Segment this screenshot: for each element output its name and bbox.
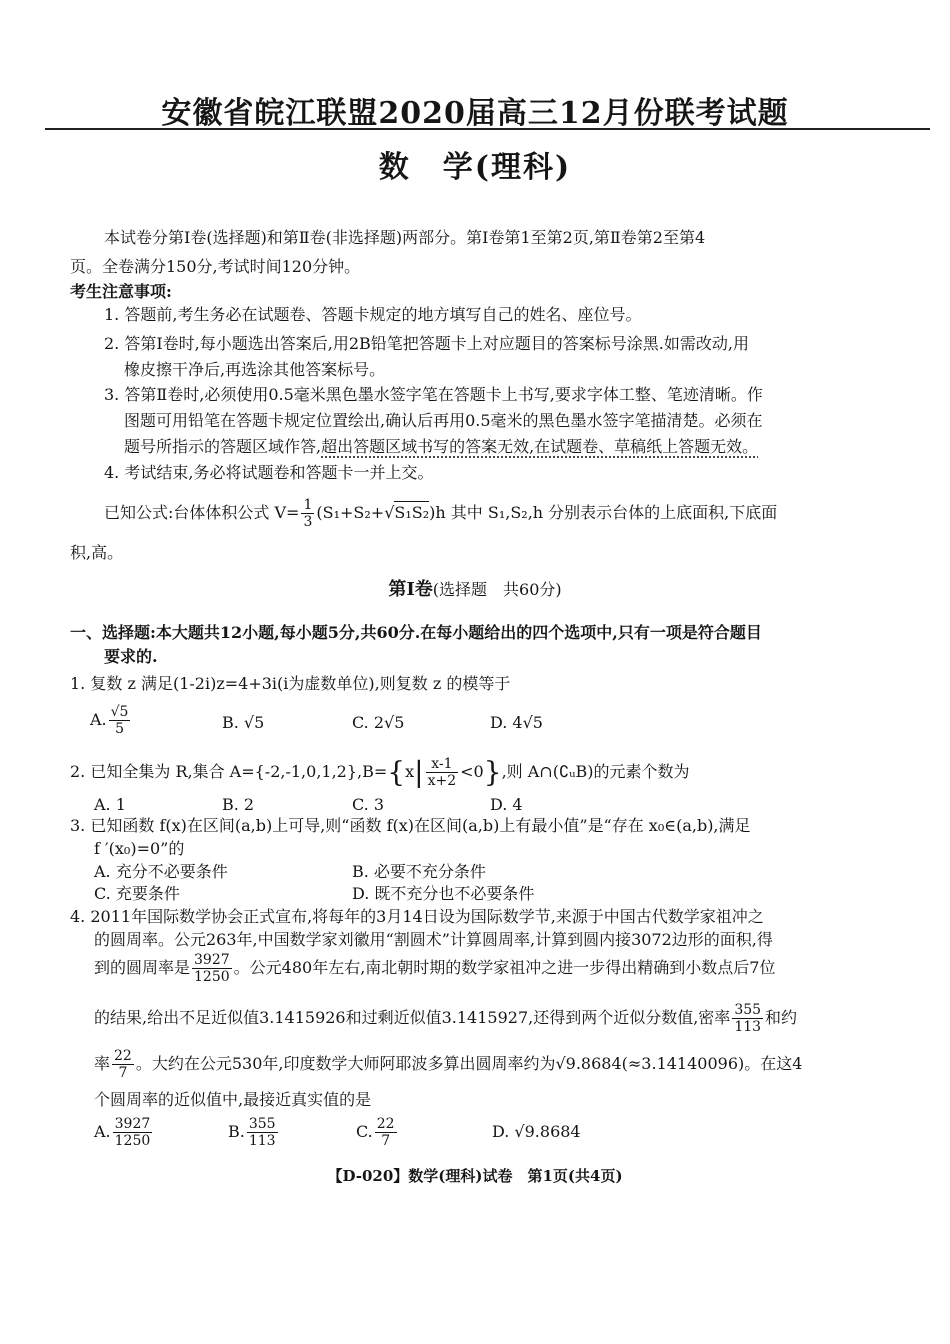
q4-option-b — [228, 1114, 280, 1150]
q4-b-label: B. — [228, 1122, 245, 1141]
formula-fraction — [301, 497, 314, 530]
q1-a-num: √5 — [110, 704, 129, 720]
q1-option-d: D. 4√5 — [490, 713, 543, 732]
q3-option-d: D. 既不充分也不必要条件 — [352, 884, 535, 903]
q4-l5-pre: 率 — [94, 1054, 111, 1073]
q4-option-d: D. √9.8684 — [492, 1122, 581, 1141]
q4-l5-den: 7 — [118, 1065, 128, 1081]
q2-set-num: x-1 — [426, 756, 459, 773]
title-rule — [45, 128, 930, 130]
section-heading — [0, 578, 950, 602]
formula-sqrt: S₁S₂ — [394, 503, 430, 522]
q4-l3-pre: 到的圆周率是 — [94, 958, 191, 977]
formula-post: )h 其中 S₁,S₂,h 分别表示台体的上底面积,下底面 — [429, 503, 778, 522]
q1-stem: 1. 复数 z 满足(1-2i)z=4+3i(i为虚数单位),则复数 z 的模等于 — [70, 674, 511, 693]
q2-set-var: x — [405, 762, 415, 781]
q1-a-fraction — [109, 704, 131, 737]
q2-stem-pre: 2. 已知全集为 R,集合 A={-2,-1,0,1,2},B= — [70, 762, 388, 781]
q4-a-num: 3927 — [114, 1116, 151, 1132]
q4-b-num: 355 — [248, 1116, 276, 1132]
q2-stem-post: ,则 A∩(∁ᵤB)的元素个数为 — [501, 762, 690, 781]
q4-c-den: 7 — [381, 1133, 391, 1149]
part1-heading-b: 要求的. — [104, 647, 158, 666]
q4-a-label: A. — [94, 1122, 111, 1141]
notice-item-2b: 橡皮擦干净后,再选涂其他答案标号。 — [124, 360, 386, 379]
q4-l4-num: 355 — [734, 1002, 762, 1018]
left-brace-icon: { — [387, 755, 406, 789]
q4-option-a — [94, 1114, 154, 1150]
q4-l4-pre: 的结果,给出不足近似值3.1415926和过剩近似值3.1415927,还得到两个近似分数值,密率 — [94, 1008, 731, 1027]
intro-line-2: 页。全卷满分150分,考试时间120分钟。 — [70, 257, 361, 276]
q4-line-3 — [94, 950, 775, 986]
q4-l3-den: 1250 — [194, 969, 230, 985]
q4-c-num: 22 — [376, 1116, 395, 1132]
part1-heading-a: 一、选择题:本大题共12小题,每小题5分,共60分.在每小题给出的四个选项中,只有一项是符合题目 — [70, 623, 762, 642]
section-subtitle: (选择题 共60分) — [432, 580, 562, 599]
q2-set-fraction — [426, 756, 459, 789]
notice-heading: 考生注意事项: — [70, 282, 172, 301]
q2-option-c: C. 3 — [352, 795, 385, 814]
q2-set-cond: <0 — [460, 762, 484, 781]
q1-option-b: B. √5 — [222, 713, 265, 732]
notice-item-2a: 2. 答第Ⅰ卷时,每小题选出答案后,用2B铅笔把答题卡上对应题目的答案标号涂黑.如需改动,用 — [104, 334, 749, 353]
notice-item-3a: 3. 答第Ⅱ卷时,必须使用0.5毫米黑色墨水签字笔在答题卡上书写,要求字体工整、笔迹清晰。作 — [104, 385, 763, 404]
subject-title: 数 学(理科) — [378, 150, 572, 185]
q4-l3-num: 3927 — [194, 952, 230, 968]
q2-stem — [70, 752, 690, 793]
q4-l4-fraction — [732, 1002, 763, 1035]
q4-line-6: 个圆周率的近似值中,最接近真实值的是 — [94, 1090, 372, 1109]
q4-l5-post: 。大约在公元530年,印度数学大师阿耶波多算出圆周率约为√9.8684(≈3.14140096)。在这4 — [135, 1054, 803, 1073]
q4-b-den: 113 — [248, 1133, 276, 1149]
q3-option-b: B. 必要不充分条件 — [352, 862, 486, 881]
notice-item-3c — [124, 435, 758, 459]
formula-frac-num: 1 — [303, 497, 313, 513]
q3-stem-a: 3. 已知函数 f(x)在区间(a,b)上可导,则“函数 f(x)在区间(a,b)上有最小值”是“存在 x₀∈(a,b),满足 — [70, 816, 751, 835]
q4-l4-post: 和约 — [765, 1008, 798, 1027]
q4-l5-fraction — [112, 1048, 134, 1081]
q4-l3-post: 。公元480年左右,南北朝时期的数学家祖冲之进一步得出精确到小数点后7位 — [233, 958, 776, 977]
q3-stem-b: f ′(x₀)=0”的 — [94, 839, 185, 858]
q4-l5-num: 22 — [114, 1048, 132, 1064]
q4-c-label: C. — [356, 1122, 373, 1141]
exam-title: 安徽省皖江联盟2020届高三12月份联考试题 — [161, 96, 789, 131]
q4-l4-den: 113 — [734, 1019, 762, 1035]
formula-pre: 已知公式:台体体积公式 V= — [104, 503, 300, 522]
formula-line-2: 积,高。 — [70, 543, 124, 562]
formula-line — [104, 495, 777, 531]
section-title: 第Ⅰ卷 — [388, 579, 433, 600]
q1-option-a — [90, 702, 132, 738]
q4-line-2: 的圆周率。公元263年,中国数学家刘徽用“割圆术”计算圆周率,计算到圆内接3072边形的面积,得 — [94, 930, 773, 949]
notice-item-3b: 图题可用铅笔在答题卡规定位置绘出,确认后再用0.5毫米的黑色墨水签字笔描清楚。必须在 — [124, 411, 763, 430]
formula-frac-den: 3 — [303, 514, 313, 530]
q4-c-fraction — [375, 1116, 397, 1149]
q4-b-fraction — [247, 1116, 278, 1149]
q3-option-a: A. 充分不必要条件 — [94, 862, 228, 881]
q2-option-b: B. 2 — [222, 795, 255, 814]
q2-option-d: D. 4 — [490, 795, 523, 814]
q1-a-den: 5 — [115, 721, 125, 737]
q4-line-5 — [94, 1046, 802, 1082]
q3-option-c: C. 充要条件 — [94, 884, 180, 903]
q4-line-4 — [94, 1000, 797, 1036]
notice-item-3c-plain: 题号所指示的答题区域作答, — [124, 437, 322, 456]
set-bar-icon: | — [414, 755, 424, 789]
sqrt-symbol-icon: √ — [384, 503, 395, 522]
intro-line-1: 本试卷分第Ⅰ卷(选择题)和第Ⅱ卷(非选择题)两部分。第Ⅰ卷第1至第2页,第Ⅱ卷第2至第4 — [104, 228, 706, 247]
notice-item-4: 4. 考试结束,务必将试题卷和答题卡一并上交。 — [104, 463, 434, 482]
q4-option-c — [356, 1114, 399, 1150]
page-footer: 【D-020】数学(理科)试卷 第1页(共4页) — [327, 1167, 623, 1185]
formula-mid: (S₁+S₂+ — [316, 503, 385, 522]
right-brace-icon: } — [483, 755, 502, 789]
q2-option-a: A. 1 — [94, 795, 126, 814]
q4-a-fraction — [113, 1116, 153, 1149]
q2-set-den: x+2 — [427, 773, 457, 789]
q4-line-1: 4. 2011年国际数学协会正式宣布,将每年的3月14日设为国际数学节,来源于中国古代数学家祖冲之 — [70, 907, 764, 926]
q1-a-label: A. — [90, 710, 107, 729]
notice-item-1: 1. 答题前,考生务必在试题卷、答题卡规定的地方填写自己的姓名、座位号。 — [104, 305, 642, 324]
q1-option-c: C. 2√5 — [352, 713, 405, 732]
q4-a-den: 1250 — [114, 1133, 151, 1149]
q4-l3-fraction — [192, 952, 232, 985]
notice-item-3c-dotted: 超出答题区域书写的答案无效,在试题卷、草稿纸上答题无效。 — [321, 437, 759, 456]
